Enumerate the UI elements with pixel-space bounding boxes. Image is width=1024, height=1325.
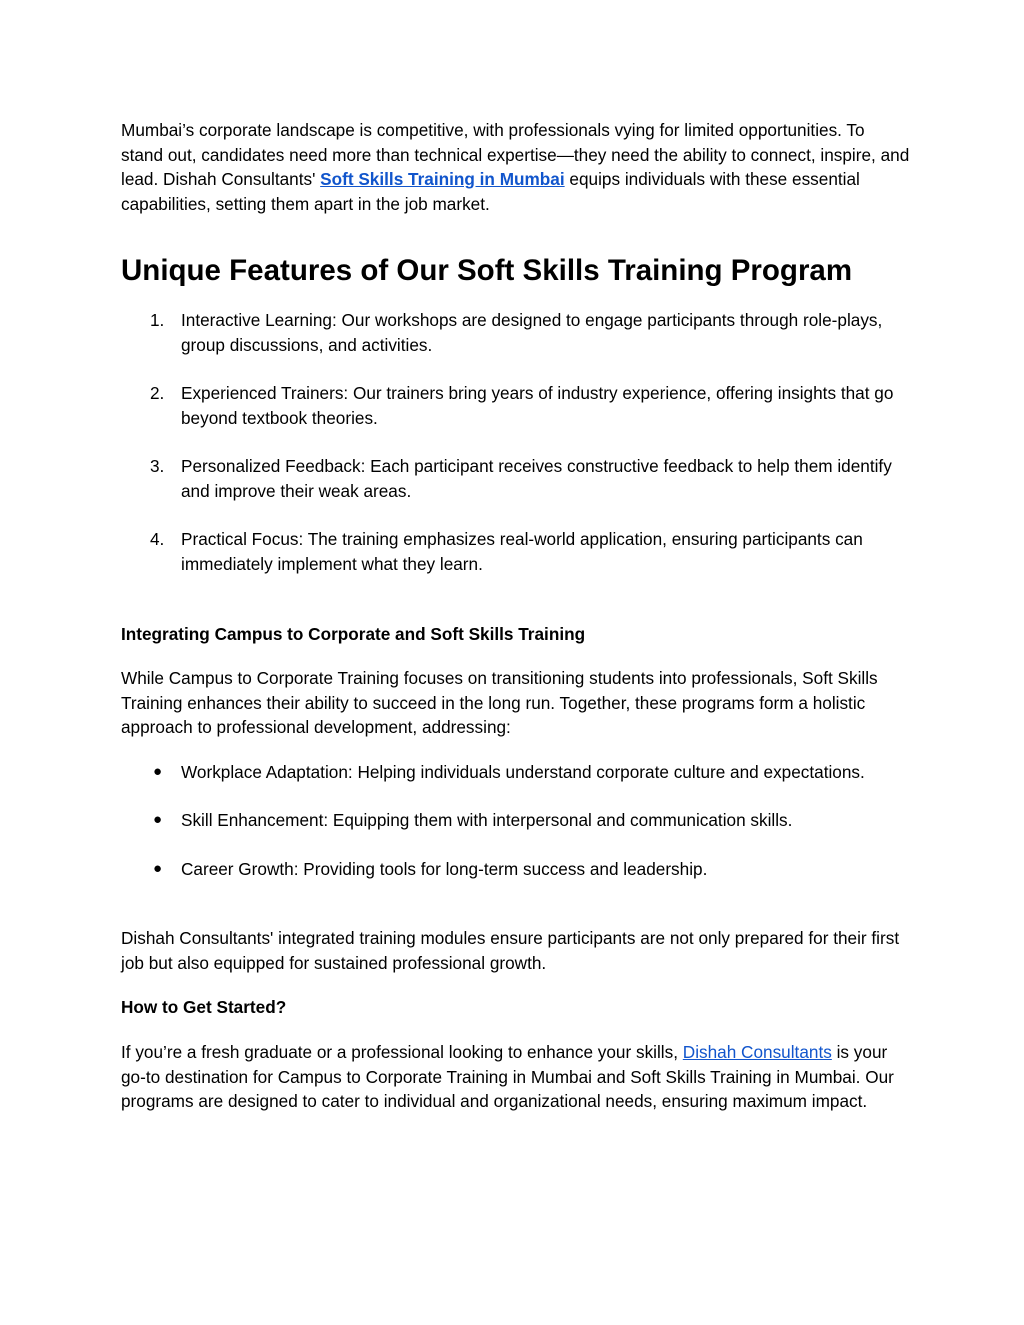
list-item: [121, 454, 911, 503]
get-started-text-before: If you’re a fresh graduate or a professional looking to enhance your skills,: [121, 1042, 683, 1062]
closing-paragraph: Dishah Consultants' integrated training modules ensure participants are not only prepared for their first job but also equipped for sustained professional growth.: [121, 928, 900, 973]
integrating-bullets: [121, 760, 911, 882]
list-number: 2.: [150, 383, 165, 403]
list-item-text: Workplace Adaptation: Helping individuals understand corporate culture and expectations.: [181, 761, 865, 782]
list-item: [121, 857, 911, 882]
list-item-text: Career Growth: Providing tools for long-term success and leadership.: [181, 858, 708, 879]
intro-paragraph: [121, 118, 911, 216]
list-number: 3.: [150, 456, 165, 476]
get-started-paragraph: [121, 1040, 911, 1114]
bullet-icon: ●: [153, 762, 163, 780]
features-heading: Unique Features of Our Soft Skills Training Program: [121, 254, 853, 287]
features-list: [121, 308, 911, 576]
list-item-text: Skill Enhancement: Equipping them with interpersonal and communication skills.: [181, 810, 793, 830]
intro-text-after: equips individuals with these essential capabilities, setting them apart in the job market.: [121, 169, 860, 214]
document-page: [121, 118, 911, 1114]
list-item-text: Interactive Learning: Our workshops are designed to engage participants through role-plays, group discussions, and activities.: [181, 310, 883, 355]
list-number: 4.: [150, 529, 165, 549]
intro-text-before: Mumbai’s corporate landscape is competitive, with professionals vying for limited opportunities. To stand out, candidates need more than technical expertise—they need the ability to connect, inspire, and lead. Dishah Consultants': [121, 120, 910, 189]
list-item: [121, 308, 911, 357]
list-item: [121, 760, 911, 785]
bullet-icon: ●: [153, 859, 163, 877]
list-number: 1.: [150, 310, 165, 330]
bullet-icon: ●: [153, 811, 163, 828]
list-item: [121, 381, 911, 430]
get-started-heading: How to Get Started?: [121, 997, 287, 1017]
integrating-heading: Integrating Campus to Corporate and Soft Skills Training: [121, 624, 586, 644]
list-item-text: Personalized Feedback: Each participant receives constructive feedback to help them identify and improve their weak areas.: [181, 456, 892, 501]
dishah-consultants-link[interactable]: Dishah Consultants: [682, 1042, 832, 1062]
soft-skills-training-link[interactable]: Soft Skills Training in Mumbai: [320, 169, 565, 189]
integrating-paragraph: While Campus to Corporate Training focuses on transitioning students into professionals, Soft Skills Training enhances their ability to succeed in the long run. Together, these programs form a holistic approach to professional development, addressing:: [121, 668, 878, 737]
list-item: [121, 527, 911, 576]
get-started-text-after: is your go-to destination for Campus to Corporate Training in Mumbai and Soft Skills Training in Mumbai. Our programs are designed to cater to individual and organizational needs, ensuring maximum impact.: [121, 1042, 894, 1111]
list-item-text: Experienced Trainers: Our trainers bring years of industry experience, offering insights that go beyond textbook theories.: [181, 383, 894, 428]
list-item-text: Practical Focus: The training emphasizes real-world application, ensuring participants can immediately implement what they learn.: [181, 529, 863, 574]
list-item: [121, 808, 911, 833]
